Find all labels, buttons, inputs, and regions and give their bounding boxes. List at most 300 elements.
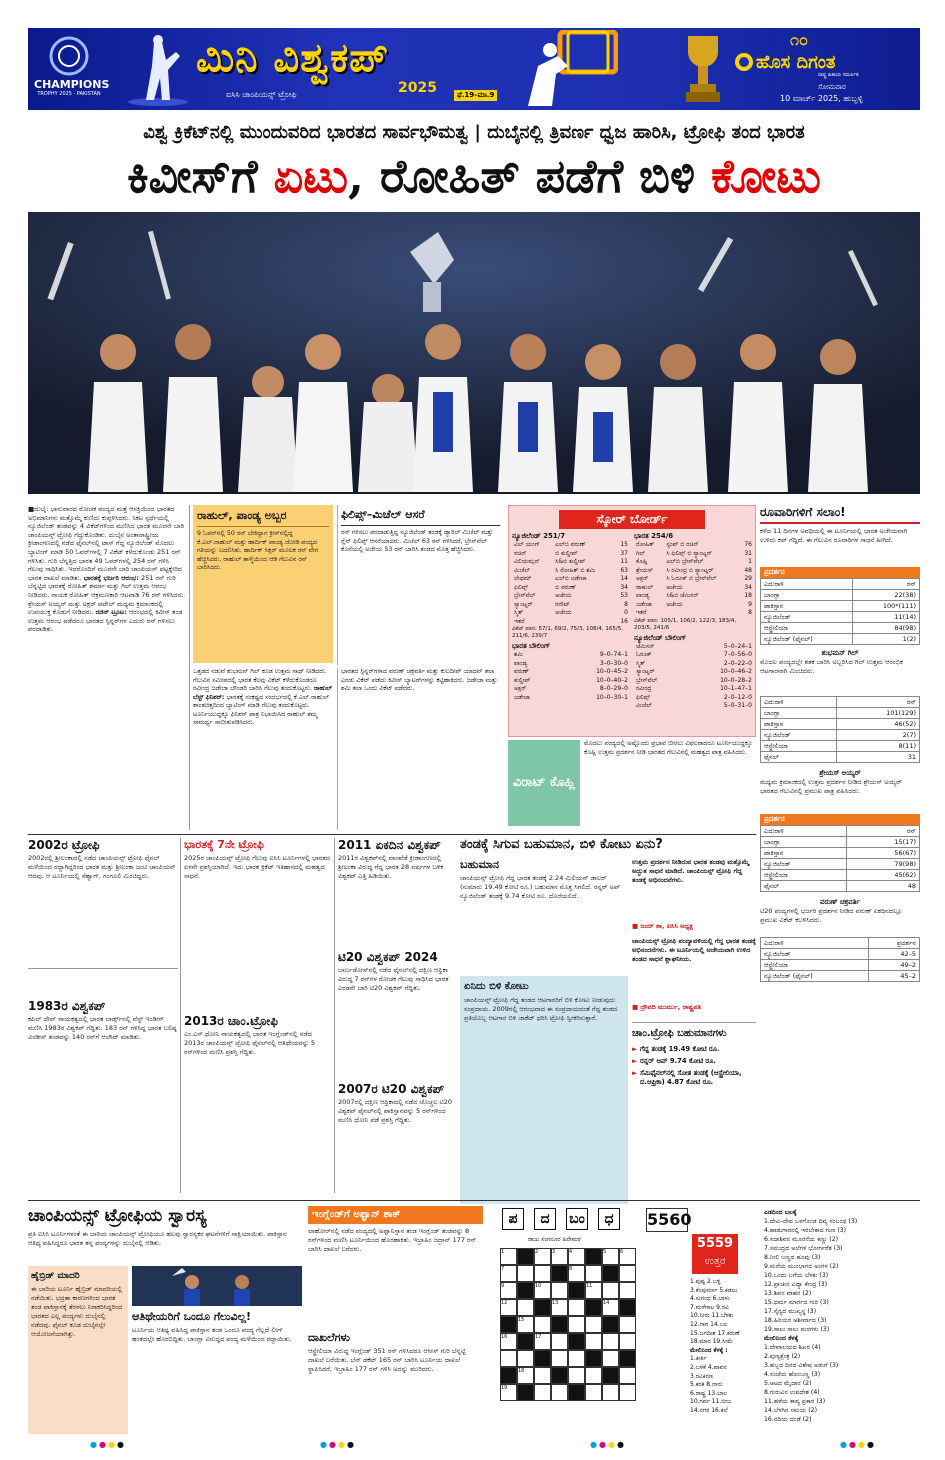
section-subtitle: ಐಸಿಸಿ ಚಾಂಪಿಯನ್ಸ್ ಟ್ರೋಫಿ (226, 90, 297, 99)
table-cell: ವರುಣ್ (514, 668, 530, 675)
gill-stats-table (760, 696, 920, 763)
crossword-clue: 6.ರಾಷ್ಟ್ರ 13.ಬಾಲ (690, 1389, 728, 1397)
history-2002-text: 2002ರಲ್ಲಿ ಶ್ರೀಲಂಕಾದಲ್ಲಿ ನಡೆದ ಚಾಂಪಿಯನ್ಸ್ ಟ್ರೋಫಿ ಫೈನಲ್ ಮಳೆಯಿಂದ ರದ್ದಾಗಿದ್ದರಿಂದ ಭಾರತ ಮತ್ತು ಶ್ರೀಲಂಕಾ ಜಂಟಿ ಚಾಂಪಿಯನ್ ಆದವು. ಆ ಟೂರ್ನಿಯಲ್ಲಿ ಸೆಹ್ವಾಗ್, ಗಂಗೂಲಿ ಮಿಂಚಿದ್ದರು. (28, 854, 176, 880)
stats-row (761, 623, 920, 634)
bowling-row (512, 668, 630, 677)
table-cell: 1 (748, 558, 752, 565)
table-cell: ರಚಿನ್ (514, 549, 527, 557)
table-cell: ಎದುರಾಳಿ (761, 697, 837, 708)
arrow-icon: ► (632, 1069, 638, 1077)
crossword-cell[interactable] (534, 1265, 551, 1282)
crossword-black-cell (517, 1384, 534, 1401)
crossword-cell[interactable]: 9 (500, 1282, 517, 1299)
stats-row (761, 741, 920, 752)
crossword-cell[interactable] (551, 1384, 568, 1401)
crossword-cell[interactable] (602, 1333, 619, 1350)
crossword-clue: 12.ನಾಗ 14.ಬಲ (690, 1320, 728, 1328)
crossword-cell[interactable]: 12 (500, 1299, 517, 1316)
issue-date: 10 ಮಾರ್ಚ್ 2025, ಹುಬ್ಬಳ್ಳಿ (780, 94, 863, 103)
prize-item (632, 1069, 756, 1087)
table-cell: ರಾಹುಲ್ (636, 583, 654, 591)
rohit-stats-table (760, 578, 920, 645)
phillips-mitchell-box (337, 505, 503, 665)
table-cell: 9 (748, 600, 752, 608)
headline-part-red: ಏಟು (273, 149, 348, 203)
crossword-cell[interactable] (568, 1316, 585, 1333)
crossword-cell[interactable] (619, 1333, 636, 1350)
trophy-icon (678, 28, 728, 110)
table-cell: ಪಾಂಡ್ಯ (636, 592, 650, 599)
crossword-black-cell (602, 1265, 619, 1282)
table-cell: 11 (620, 558, 628, 565)
crossword-cell[interactable]: 14 (602, 1299, 619, 1316)
table-cell: ಬಾಂಗ್ಲಾ (761, 590, 853, 601)
crossword-cell[interactable]: 8 (568, 1265, 585, 1282)
crossword-clue: 15.ಧರ್ಮ ಮಾರ್ಗದ ಗುರಿ (3) (764, 1299, 829, 1306)
history-1983-title: 1983ರ ವಿಶ್ವಕಪ್ (28, 999, 106, 1013)
crossword-clue: 7.ಮಳೆಗಾಲ 9.ರವಿ (690, 1303, 729, 1311)
ct-prizes-title: ಚಾಂ.ಟ್ರೋಫಿ ಬಹುಮಾನಗಳು (632, 1028, 727, 1039)
crossword-clue: 16.ನದಿಯ ದಂಡೆ (2) (764, 1416, 812, 1423)
print-registration-marks: ●●●● (840, 1440, 876, 1449)
box-text: ರನ್ ಗಳಿಸಲು ಪರದಾಡುತ್ತಿದ್ದ ನ್ಯೂಜಿಲೆಂಡ್ ತಂಡಕ್ಕೆ ಡ್ಯಾರಿಲ್ ಮಿಚೆಲ್ ಮತ್ತು ಗ್ಲೆನ್ ಫಿಲಿಪ್ಸ್ ಆಸರೆಯಾದರು. ಮಿಚೆಲ್ 63 ರನ್ ಗಳಿಸಿದರೆ, ಬ್ರೇಸ್‌ವೆಲ್ ಕೊನೆಯಲ್ಲಿ ಅಜೇಯ 53 ರನ್ ಬಾರಿಸಿ ತಂಡದ ಮೊತ್ತ ಹೆಚ್ಚಿಸಿದರು. (341, 529, 494, 553)
prize-item (632, 1057, 756, 1066)
batting-row (634, 592, 754, 601)
swarasya-intro: ಪ್ರತಿ ಐಸಿಸಿ ಟೂರ್ನಿಗಳಂತೆ ಈ ಬಾರಿಯ ಚಾಂಪಿಯನ್ಸ್ ಟ್ರೋಫಿಯೂ ಹಲವು ಸ್ವಾರಸ್ಯಕರ ಘಟನೆಗಳಿಗೆ ಸಾಕ್ಷಿಯಾಯಿತು. ಪಾಕಿಸ್ತಾನ ಆತಿಥ್ಯ ವಹಿಸಿದ್ದರೂ ಭಾರತ ತನ್ನ ಪಂದ್ಯಗಳನ್ನು ದುಬೈನಲ್ಲಿ ಆಡಿತು. (28, 1230, 287, 1247)
players-photo-illustration (132, 1266, 302, 1306)
lead-story (28, 505, 186, 830)
crossword-clue: 8.ನೀಲಿ ಬಣ್ಣದ ಹೂವು (3) (764, 1254, 821, 1261)
crossword-cell[interactable]: 2 (534, 1248, 551, 1265)
batting-row (512, 601, 630, 610)
records-text: ಆಸ್ಟ್ರೇಲಿಯಾ ವಿರುದ್ಧ ಇಂಗ್ಲೆಂಡ್ 351 ರನ್ ಗಳಿಸಿದರೂ ಆಸೀಸ್ ಗುರಿ ಬೆನ್ನಟ್ಟಿ ದಾಖಲೆ ಬರೆಯಿತು. ಬೆನ್ ಡಕೆಟ್ 165 ರನ್ ಬಾರಿಸಿ ಟೂರ್ನಿಯ ದಾಖಲೆ ಸ್ಥಾಪಿಸಿದರೆ, ಇಬ್ರಾಹಿಂ 177 ರನ್ ಗಳಿಸಿ ಅದನ್ನು ಮುರಿದರು. (308, 1347, 466, 1373)
crossword-cell[interactable] (500, 1350, 517, 1367)
table-cell: 42–5 (869, 949, 920, 960)
table-cell: ಆಸ್ಟ್ರೇಲಿಯಾ (761, 960, 869, 971)
table-cell: ನ್ಯೂಜಿಲೆಂಡ್ (761, 730, 837, 741)
crossword-answers (690, 1278, 760, 1416)
table-cell: 79(98) (846, 859, 919, 870)
crossword-cell[interactable]: 4 (568, 1248, 585, 1265)
hybrid-box (28, 1266, 128, 1434)
table-cell: 101(129) (836, 708, 919, 719)
table-cell: 45–2 (869, 971, 920, 982)
table-cell: ಎಲ್‌ಬಿ ಜಡೇಜಾ (555, 575, 587, 582)
bowling-row (634, 643, 754, 652)
kohli-box (508, 740, 756, 830)
stats-row (761, 697, 920, 708)
table-cell: ಜೆಮಿಸನ್ (636, 642, 655, 650)
table-cell: ಅಕ್ಷರ್ (636, 575, 649, 582)
crossword-cell[interactable]: 16 (500, 1333, 517, 1350)
ind-bowling-title: ಭಾರತ ಬೌಲಿಂಗ್ (512, 642, 551, 650)
bowling-row (512, 677, 630, 686)
stats-row (761, 730, 920, 741)
table-cell: ಇತರೆ (514, 617, 525, 625)
table-cell: 8 (624, 600, 628, 608)
crossword-cell[interactable] (551, 1282, 568, 1299)
crossword-cell[interactable]: 15 (517, 1316, 534, 1333)
crossword-cell[interactable] (568, 1367, 585, 1384)
table-cell: ರನೌಟ್ (555, 600, 570, 608)
box-text: 9 ಓವರ್‌ನಲ್ಲಿ 50 ರನ್ ಬೇಕಿದ್ದಾಗ ಕ್ರೀಸ್‌ನಲ್ಲಿದ್ದ ಕೆ.ಎಲ್.ರಾಹುಲ್ ಮತ್ತು ಹಾರ್ದಿಕ್ ಪಾಂಡ್ಯ ಜೋಡಿ ಪಂದ್ಯದ ಗತಿಯನ್ನು ಬದಲಿಸಿತು. ಹಾರ್ದಿಕ್ ಸಿಕ್ಸರ್ ಮೂಲಕ ರನ್ ವೇಗ ಹೆಚ್ಚಿಸಿದರು, ರಾಹುಲ್ ತಾಳ್ಮೆಯಿಂದ ಆಡಿ ಗೆಲುವಿನ ರನ್ ಬಾರಿಸಿದರು. (197, 530, 319, 571)
table-cell: 31 (744, 549, 752, 557)
crossword-cell[interactable] (568, 1350, 585, 1367)
table-cell: ರನ್ (846, 826, 919, 837)
rahul-pandya-box (193, 505, 333, 663)
table-cell: 53 (620, 592, 628, 599)
headline-part-red: ಕೋಟು (711, 149, 821, 203)
crossword-cell[interactable]: 18 (517, 1367, 534, 1384)
headline-kicker: ವಿಶ್ವ ಕ್ರಿಕೆಟ್‌ನಲ್ಲಿ ಮುಂದುವರಿದ ಭಾರತದ ಸಾರ್ವಭೌಮತ್ವ | ದುಬೈನಲ್ಲಿ ತ್ರಿವರ್ಣ ಧ್ವಜ ಹಾರಿಸಿ, ಟ್ರೋಫಿ ತಂದ ಭಾರತ (143, 122, 805, 143)
table-cell: 37 (620, 549, 628, 557)
batting-row (634, 558, 754, 567)
newspaper-emblem-icon (734, 52, 754, 72)
crossword-clue: ಮೇಲಿನಿಂದ ಕೆಳಕ್ಕೆ (764, 1335, 799, 1342)
crossword-clue: 19.ಸಾಲು ಸಾಲು ಮರಗಳು (3) (764, 1326, 830, 1333)
table-cell: 2–0–22–0 (723, 659, 752, 667)
white-coat-box (460, 976, 628, 1204)
batting-row (512, 558, 630, 567)
history-col-3 (338, 838, 456, 1198)
ruvari-sec3-head: ಪ್ರದರ್ಶನ (760, 814, 920, 825)
table-cell: ಅಜೇಯ (666, 583, 683, 591)
table-cell: 48 (744, 566, 752, 574)
crossword-black-cell (568, 1282, 585, 1299)
table-cell: 8(11) (836, 741, 919, 752)
players-photo (132, 1266, 302, 1306)
table-cell: ಸ್ಮಿತ್ (514, 609, 524, 616)
batting-row (512, 584, 630, 593)
crossword-black-cell (517, 1333, 534, 1350)
crossword-cell[interactable] (619, 1282, 636, 1299)
table-cell: ವಿಲ್ ಯಂಗ್ (514, 541, 540, 548)
crossword-cell[interactable] (602, 1350, 619, 1367)
ind-innings-title: ಭಾರತ 254/6 (634, 532, 674, 540)
headline-part: ಕಿವೀಸ್‌ಗೆ (127, 149, 274, 203)
table-cell: 3–0–30–0 (599, 659, 628, 667)
table-cell: ಆಸ್ಟ್ರೇಲಿಯಾ (761, 870, 847, 881)
crossword-cell[interactable] (568, 1299, 585, 1316)
crossword-clue: 5.ಆಟದ ಮೈದಾನ (2) (764, 1380, 812, 1387)
stats-row (761, 579, 920, 590)
nz-fall-of-wickets: ವಿಕೆಟ್ ಪತನ: 57/1, 69/2, 75/3, 108/4, 165/5, 211/6, 239/7 (512, 626, 623, 639)
box-title: ರಾಹುಲ್, ಪಾಂಡ್ಯ ಅಬ್ಬರ (197, 509, 329, 527)
table-cell: 2(7) (836, 730, 919, 741)
crossword-clue: 2.ಪುಣ್ಯಕ್ಷೇತ್ರ (2) (764, 1353, 801, 1360)
crossword-cell[interactable] (602, 1282, 619, 1299)
crossword-clue: 1.ದೇವಾಲಯದ ಶಿಖರ (4) (764, 1344, 821, 1351)
newspaper-name: ಹೊಸ ದಿಗಂತ (756, 52, 836, 73)
scoreboard-title: ಸ್ಕೋರ್ ಬೋರ್ಡ್ (559, 510, 705, 529)
table-cell: 15 (620, 541, 628, 548)
batting-row (634, 567, 754, 576)
history-2011-title: 2011 ಏಕದಿನ ವಿಶ್ವಕಪ್ (338, 838, 441, 852)
table-cell: ಜಡೇಜಾ (514, 693, 530, 701)
crossword-cell[interactable] (551, 1333, 568, 1350)
table-cell: ಬಾಂಗ್ಲಾ (761, 708, 837, 719)
table-cell: ನ್ಯೂಜಿಲೆಂಡ್ (ಫೈನಲ್) (761, 634, 853, 645)
table-cell: ಮಿಚೆಲ್ (636, 702, 652, 709)
table-cell: ಅಜೇಯ (555, 592, 572, 599)
batting-row (512, 541, 630, 550)
table-cell: 2–0–12–0 (723, 693, 752, 701)
table-cell: ಅಜೇಯ (666, 600, 683, 608)
stats-row (761, 752, 920, 763)
crossword-black-cell (517, 1248, 534, 1265)
table-cell: 16 (620, 617, 628, 625)
gill-name: ಶುಭಮನ್ ಗಿಲ್ (821, 649, 859, 657)
table-cell: 76 (744, 541, 752, 548)
prize-item (632, 1045, 756, 1054)
table-cell: 100*(111) (853, 601, 920, 612)
afghan-title: ಇಂಗ್ಲೆಂಡ್‌ಗೆ ಅಫ್ಘಾನ್ ಶಾಕ್ (308, 1206, 483, 1224)
swarasya-section (28, 1206, 483, 1436)
section-title: ಮಿನಿ ವಿಶ್ವಕಪ್ (196, 34, 389, 81)
batting-row (512, 575, 630, 584)
table-cell: 1(2) (853, 634, 920, 645)
crossword-cell[interactable]: 3 (551, 1248, 568, 1265)
table-cell: ಬಿ ಕುಲ್ದೀಪ್ (555, 549, 578, 557)
celebration-photo-illustration (28, 212, 920, 494)
white-coat-title: ಏನಿದು ಬಿಳಿ ಕೋಟು (464, 981, 529, 992)
hybrid-text: ಈ ಬಾರಿಯ ಟೂರ್ನಿ ಹೈಬ್ರಿಡ್ ಮಾದರಿಯಲ್ಲಿ ನಡೆಯಿತು. ಭದ್ರತಾ ಕಾರಣಗಳಿಂದ ಭಾರತ ತಂಡ ಪಾಕಿಸ್ತಾನಕ್ಕೆ ತೆರಳಲು ನಿರಾಕರಿಸಿದ್ದರಿಂದ ಭಾರತದ ಎಲ್ಲ ಪಂದ್ಯಗಳು ದುಬೈನಲ್ಲಿ ನಡೆದವು. ಫೈನಲ್ ಕೂಡ ದುಬೈನಲ್ಲೇ ಆಯೋಜನೆಯಾಗಿತ್ತು. (31, 1285, 123, 1338)
shreyas-text: ಮಧ್ಯಮ ಕ್ರಮಾಂಕದಲ್ಲಿ ಉತ್ತಮ ಪ್ರದರ್ಶನ ನೀಡಿದ ಶ್ರೇಯಸ್ ಅಯ್ಯರ್ ಭಾರತದ ಗೆಲುವಿನಲ್ಲಿ ಪ್ರಮುಖ ಪಾತ್ರ ವಹಿಸಿದರು. (760, 778, 902, 795)
stats-row (761, 719, 920, 730)
column-divider (334, 838, 335, 1193)
stats-row (761, 960, 920, 971)
crossword-cell[interactable]: 17 (534, 1333, 551, 1350)
table-cell: ಪಾಕಿಸ್ತಾನ (761, 601, 853, 612)
history-2011-text: 2011ರ ವಿಶ್ವಕಪ್‌ನಲ್ಲಿ ವಾಂಖೆಡೆ ಕ್ರೀಡಾಂಗಣದಲ್ಲಿ ಶ್ರೀಲಂಕಾ ವಿರುದ್ಧ ಗೆದ್ದ ಭಾರತ 28 ವರ್ಷಗಳ ಬಳಿಕ ವಿಶ್ವಕಪ್ ಎತ್ತಿ ಹಿಡಿಯಿತು. (338, 854, 444, 880)
table-cell: ಪಾಕಿಸ್ತಾನ (761, 848, 847, 859)
crossword-cell[interactable] (534, 1384, 551, 1401)
table-cell: ರವೀಂದ್ರ (636, 685, 652, 692)
table-cell: ಬಿ ವರುಣ್ (555, 583, 577, 591)
prev-crossword-number: 5559 (696, 1236, 734, 1251)
crossword-cell[interactable] (619, 1316, 636, 1333)
crossword-cell[interactable]: 6 (619, 1248, 636, 1265)
table-cell: 10–0–45–2 (596, 668, 628, 675)
table-cell: 14 (620, 575, 628, 582)
table-cell: 22(38) (853, 590, 920, 601)
crossword-cell[interactable] (585, 1367, 602, 1384)
crossword-grid (500, 1248, 640, 1400)
masthead-banner (28, 28, 920, 110)
table-cell: ಸಿ&ಬಿ ಕುಲ್ದೀಪ್ (555, 558, 586, 565)
nz-bowling-title: ನ್ಯೂಜಿಲೆಂಡ್ ಬೌಲಿಂಗ್ (634, 633, 687, 642)
table-cell (553, 618, 614, 627)
logo-subtext: TROPHY 2025 · PAKISTAN (37, 91, 101, 97)
bowling-row (512, 694, 630, 703)
varun-stats-table (760, 937, 920, 982)
crossword-cell[interactable] (585, 1265, 602, 1282)
batting-row (634, 541, 754, 550)
nz-bowling-table (634, 643, 754, 711)
crossword-clue: 7.ಸಮುದ್ರದ ಅಲೆಗಳ ಭೋರ್ಗರೆತ (3) (764, 1245, 843, 1252)
quote-2: ಚಾಂಪಿಯನ್ಸ್ ಟ್ರೋಫಿ ಪಂದ್ಯಾವಳಿಯಲ್ಲಿ ಗೆದ್ದ ಭಾರತ ತಂಡಕ್ಕೆ ಅಭಿನಂದನೆಗಳು. ಈ ಟೂರ್ನಿಯಲ್ಲಿ ಅಜೇಯವಾಗಿ ಉಳಿದ ತಂಡದ ಸಾಧನೆ ಶ್ಲಾಘನೀಯ. (632, 937, 756, 963)
crossword-clue: 18.ಮಾನ 19.ಸೀಮೆ (690, 1338, 734, 1346)
batting-row (634, 601, 754, 610)
table-cell: ಎಲ್‌ಬಿ ಬ್ರೇಸ್‌ವೆಲ್ (666, 558, 704, 565)
crossword-clue: 12.ಪ್ರಾಚೀನ ವಿದ್ಯಾ ಕೇಂದ್ರ (3) (764, 1281, 828, 1288)
table-cell: 29 (744, 575, 752, 582)
crossword-cell[interactable] (585, 1316, 602, 1333)
crossword-black-cell (534, 1350, 551, 1367)
crossword-cell[interactable]: 19 (500, 1384, 517, 1401)
crossword-cell[interactable] (585, 1384, 602, 1401)
ind-innings (634, 532, 754, 711)
table-cell: 10–0–40–2 (596, 676, 628, 684)
nz-innings-title: ನ್ಯೂಜಿಲೆಂಡ್ 251/7 (512, 532, 566, 540)
batting-row (512, 592, 630, 601)
crossword-cell[interactable]: 1 (500, 1248, 517, 1265)
team-celebration-photo (28, 212, 920, 494)
crossword-cell[interactable]: 5 (602, 1248, 619, 1265)
crossword-cell[interactable]: 13 (551, 1299, 568, 1316)
table-cell: ಆಸ್ಟ್ರೇಲಿಯಾ (761, 623, 853, 634)
phillips-story-continuation: ಭಾರತದ ಸ್ಪಿನ್ನರ್‌ಗಳಾದ ವರುಣ್ ಚಕ್ರವರ್ತಿ ಮತ್ತು ಕುಲದೀಪ್ ಯಾದವ್ ತಲಾ ಎರಡು ವಿಕೆಟ್ ಪಡೆದು ಕಿವೀಸ್ ಬ್ಯಾಟರ್‌ಗಳನ್ನು ಕಟ್ಟಿಹಾಕಿದರು. ಜಡೇಜಾ ಮತ್ತು ಶಮಿ ತಲಾ ಒಂದು ವಿಕೆಟ್ ಪಡೆದರು. (337, 668, 503, 830)
crossword-title-letter: ದ (534, 1208, 556, 1230)
gill-text: ಮೊದಲ ಪಂದ್ಯದಲ್ಲೇ ಶತಕ ಬಾರಿಸಿ ಅಬ್ಬರಿಸಿದ ಗಿಲ್ ಉತ್ತಮ ಆರಂಭಿಕ ಆಟಗಾರನಾಗಿ ಮಿಂಚಿದರು. (760, 658, 903, 675)
crossword-cell[interactable] (602, 1384, 619, 1401)
newspaper-tagline: ರಾಷ್ಟ್ರ ಹಿತಾಯ ಸಮರ್ಪಿತ (818, 72, 859, 78)
stats-row (761, 938, 920, 949)
ruvari-intro: ಕಳೆದ 11 ದಿನಗಳ ಅವಧಿಯಲ್ಲಿ ಈ ಟೂರ್ನಿಯಲ್ಲಿ ಭಾರತ ಅಜೇಯವಾಗಿ ಉಳಿದು ಕಪ್ ಗೆದ್ದಿದೆ. ಈ ಗೆಲುವಿನ ರೂವಾರಿಗಳ ಸಾಧನೆ ಹೀಗಿದೆ. (760, 527, 908, 544)
table-cell: 63 (620, 566, 628, 574)
nz-innings (512, 532, 630, 702)
host-title: ಆತಿಥೇಯರಿಗೆ ಒಂದೂ ಗೆಲುವಿಲ್ಲ! (132, 1310, 252, 1323)
crossword-black-cell (500, 1316, 517, 1333)
crossword-clue: 8.ಗುರುವಿನ ಉಪದೇಶ (4) (764, 1389, 820, 1396)
bowling-row (634, 660, 754, 669)
section-divider (28, 834, 756, 835)
history-t20-2007-text: 2007ರಲ್ಲಿ ದಕ್ಷಿಣ ಆಫ್ರಿಕಾದಲ್ಲಿ ನಡೆದ ಚೊಚ್ಚಲ ಟಿ20 ವಿಶ್ವಕಪ್ ಫೈನಲ್‌ನಲ್ಲಿ ಪಾಕಿಸ್ತಾನವನ್ನು 5 ರನ್‌ಗಳಿಂದ ಮಣಿಸಿ ಧೋನಿ ಪಡೆ ಪ್ರಶಸ್ತಿ ಗೆದ್ದಿತು. (338, 1098, 453, 1124)
history-2013-text: ಎಂ.ಎಸ್.ಧೋನಿ ನಾಯಕತ್ವದಲ್ಲಿ ಭಾರತ ಇಂಗ್ಲೆಂಡ್‌ನಲ್ಲಿ ನಡೆದ 2013ರ ಚಾಂಪಿಯನ್ಸ್ ಟ್ರೋಫಿ ಫೈನಲ್‌ನಲ್ಲಿ ಆತಿಥೇಯರನ್ನು 5 ರನ್‌ಗಳಿಂದ ಮಣಿಸಿ ಪ್ರಶಸ್ತಿ ಗೆದ್ದಿತು. (184, 1030, 316, 1056)
table-cell: 11(14) (853, 612, 920, 623)
table-cell: ಫೈನಲ್ (761, 752, 837, 763)
headline-part: , ರೋಹಿತ್ ಪಡೆಗೆ ಬಿಳಿ (347, 149, 712, 203)
crossword-cell[interactable] (517, 1350, 534, 1367)
batting-row (634, 609, 754, 618)
bowling-row (634, 702, 754, 711)
table-cell: 56(67) (846, 848, 919, 859)
table-cell: ಶ್ರೇಯಸ್ (636, 566, 654, 574)
stats-row (761, 949, 920, 960)
batting-row (634, 550, 754, 559)
bowling-row (634, 668, 754, 677)
crossword-clue: 3.ಹಬ್ಬದ ದಿನದ ವಿಶೇಷ ಅಡುಗೆ (3) (764, 1362, 839, 1369)
table-cell: ಸ್ಯಾಂಟ್ನರ್ (636, 668, 655, 675)
host-text: ಟೂರ್ನಿಯ ಆತಿಥ್ಯ ವಹಿಸಿದ್ದ ಪಾಕಿಸ್ತಾನ ತಂಡ ಒಂದೂ ಪಂದ್ಯ ಗೆಲ್ಲದೆ ಲೀಗ್ ಹಂತದಲ್ಲೇ ಹೊರಬಿದ್ದಿತು. ಬಾಂಗ್ಲಾ ವಿರುದ್ಧದ ಪಂದ್ಯ ಮಳೆಯಿಂದ ರದ್ದಾಯಿತು. (132, 1326, 292, 1343)
crossword-black-cell (534, 1299, 551, 1316)
crossword-clue: 10.ನೀರು 11.ಬೆಳಕು (690, 1312, 734, 1320)
crossword-clues (764, 1208, 920, 1424)
crossword-cell[interactable] (551, 1350, 568, 1367)
crossword-clue: 10.ಗರ್ವ 11.ಬೀಜ (690, 1398, 731, 1406)
history-t20-2024-title: ಟಿ20 ವಿಶ್ವಕಪ್ 2024 (338, 950, 438, 964)
table-cell: 49–2 (869, 960, 920, 971)
crossword-cell[interactable] (619, 1367, 636, 1384)
table-cell: 46(52) (836, 719, 919, 730)
table-cell: ಎಲ್‌ಬಿ ವರುಣ್ (555, 541, 586, 548)
crossword-cell[interactable] (534, 1367, 551, 1384)
stats-row (761, 601, 920, 612)
ruvari-title: ರೂವಾರಿಗಳಿಗೆ ಸಲಾಂ! (760, 505, 920, 524)
afghan-story (308, 1206, 483, 1447)
crossword-clue: 4.ಸಂಜೆಯ ಹೊಂಬಣ್ಣ (3) (764, 1371, 821, 1378)
batting-row (512, 550, 630, 559)
table-cell: 5–0–24–1 (723, 642, 752, 650)
crossword-black-cell (602, 1316, 619, 1333)
crossword-cell[interactable] (619, 1384, 636, 1401)
crossword-cell[interactable] (517, 1299, 534, 1316)
arrow-icon: ► (632, 1045, 638, 1053)
prize-item-text: ರನ್ನರ್ ಅಪ್ 9.74 ಕೋಟಿ ರೂ. (640, 1057, 716, 1065)
crossword-clue: 4.ಸುಗಂಧ 6.ಬಾಳು (690, 1295, 730, 1303)
crossword-cell[interactable] (619, 1265, 636, 1282)
table-cell: 48 (846, 881, 919, 892)
table-cell: 84(98) (853, 623, 920, 634)
table-cell: ಲೇಥಮ್ (514, 575, 532, 582)
trophy-globe-icon (34, 34, 104, 78)
arrow-icon: ► (632, 1057, 638, 1065)
stats-row (761, 590, 920, 601)
table-cell: ಓರೂಕ್ (636, 651, 652, 658)
crossword-cell[interactable]: 11 (585, 1282, 602, 1299)
page-number: ೧೦ (790, 30, 808, 49)
lead-subhead-2: ರಚಿನ್ ಟ್ರೂಟ: (95, 608, 127, 617)
batsman-silhouette-icon (118, 32, 198, 108)
crossword-clue: 3.ರವಿಕಿರಣ (690, 1372, 714, 1380)
crossword-cell[interactable]: 7 (500, 1265, 517, 1282)
crossword-black-cell (619, 1299, 636, 1316)
crossword-clue: 1.ಕೀರ್ತಿ (690, 1355, 707, 1363)
champions-trophy-logo (34, 34, 110, 104)
stats-row (761, 837, 920, 848)
crossword-black-cell (602, 1367, 619, 1384)
table-cell: ಇತರೆ (636, 609, 647, 616)
afghan-text: ಲಾಹೋರ್‌ನಲ್ಲಿ ನಡೆದ ಪಂದ್ಯದಲ್ಲಿ ಅಫ್ಘಾನಿಸ್ತಾನ ತಂಡ ಇಂಗ್ಲೆಂಡ್ ತಂಡವನ್ನು 8 ರನ್‌ಗಳಿಂದ ಮಣಿಸಿ ಟೂರ್ನಿಯಿಂದ ಹೊರಹಾಕಿತು. ಇಬ್ರಾಹಿಂ ಜದ್ರಾನ್ 177 ರನ್ ಬಾರಿಸಿ ದಾಖಲೆ ಬರೆದರು. (308, 1227, 477, 1253)
crossword-black-cell (585, 1299, 602, 1316)
table-cell: ಎದುರಾಳಿ (761, 579, 853, 590)
print-registration-marks: ●●●● (320, 1440, 356, 1449)
crossword-title-letter: ಧ (598, 1208, 620, 1230)
crossword-cell[interactable]: 10 (534, 1282, 551, 1299)
table-cell: ಸಿ&ಬಿ ಜೆಮಿಸನ್ (666, 592, 699, 599)
history-7th-text: 2025ರ ಚಾಂಪಿಯನ್ಸ್ ಟ್ರೋಫಿ ಗೆಲುವು ಐಸಿಸಿ ಟೂರ್ನಿಗಳಲ್ಲಿ ಭಾರತದ ಏಳನೇ ಪ್ರಶಸ್ತಿಯಾಗಿದೆ. ಇದು ಭಾರತ ಕ್ರಿಕೆಟ್ ಇತಿಹಾಸದಲ್ಲಿ ಮಹತ್ವದ ಸಾಧನೆ. (184, 854, 330, 880)
crossword-black-cell (585, 1248, 602, 1265)
crossword-clue: 6.ಸದಾಶಿವನ ಮೂರನೆಯ ಕಣ್ಣು (2) (764, 1236, 839, 1243)
crossword-cell[interactable] (585, 1333, 602, 1350)
crossword-cell[interactable] (517, 1265, 534, 1282)
table-cell: ಶಮಿ (514, 651, 524, 658)
crossword-title-letter: ಬಂ (566, 1208, 588, 1230)
crossword-black-cell (568, 1333, 585, 1350)
crossword-black-cell (585, 1350, 602, 1367)
table-cell: 7–0–56–0 (723, 651, 752, 658)
crossword-cell[interactable] (534, 1316, 551, 1333)
ind-batting-table (634, 541, 754, 618)
print-registration-marks: ●●●● (590, 1440, 626, 1449)
crossword-clue: 1.ಪುಷ್ಪ 2.ಬಳ್ಳಿ (690, 1278, 721, 1285)
stats-row (761, 634, 920, 645)
prev-answer-badge (692, 1234, 738, 1274)
table-cell: 10–0–28–2 (720, 676, 752, 684)
kohli-label: ವಿರಾಟ್ ಕೊಹ್ಲಿ (508, 740, 580, 826)
crossword-author: ರಾಜು ಸಂಗನೂರ ಹಿರೇಮಠ (528, 1236, 581, 1243)
crossword-clue: 18.ಹಿರಿಯರ ಆಶೀರ್ವಾದ (3) (764, 1317, 827, 1324)
